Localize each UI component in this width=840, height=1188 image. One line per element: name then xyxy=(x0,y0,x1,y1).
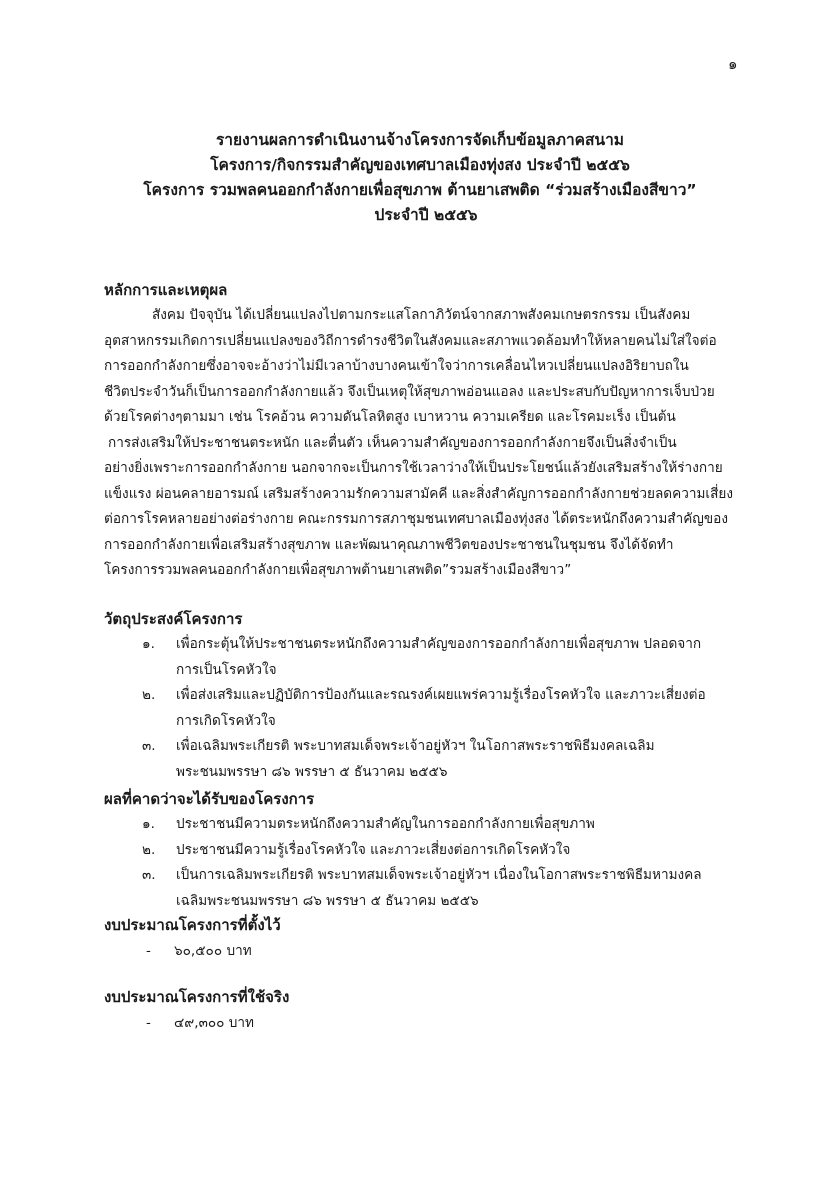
page-number: ๑ xyxy=(728,55,738,73)
item-number: ๒. xyxy=(142,841,156,858)
budget-amount-line xyxy=(104,938,744,964)
item-number: ๑. xyxy=(142,816,155,832)
budget-amount: ๖๐,๕๐๐ บาท xyxy=(174,943,252,959)
paragraph-line: การออกกำลังกายซึ่งอาจจะอ้างว่าไม่มีเวลาบ้างบางคนเข้าใจว่าการเคลื่อนไหวเปลี่ยนแปลงอิริยาบถใน xyxy=(104,358,689,374)
item-text: ประชาชนมีความตระหนักถึงความสำคัญในการออกกำลังกายเพื่อสุขภาพ xyxy=(176,816,595,832)
item-number: ๓. xyxy=(142,738,156,754)
section-heading: ผลที่คาดว่าจะได้รับของโครงการ xyxy=(104,790,315,808)
budget-set-section xyxy=(104,912,744,964)
item-text: เพื่อเฉลิมพระเกียรติ พระบาทสมเด็จพระเจ้าอยู่หัวฯ ในโอกาสพระราชพิธีมงคลเฉลิม xyxy=(176,738,655,754)
section-heading: งบประมาณโครงการที่ตั้งไว้ xyxy=(104,916,281,934)
title-line: ประจำปี ๒๕๕๖ xyxy=(374,206,478,224)
title-line: โครงการ/กิจกรรมสำคัญของเทศบาลเมืองทุ่งสง ประจำปี ๒๕๕๖ xyxy=(210,156,630,174)
paragraph-line: อุตสาหกรรมเกิดการเปลี่ยนแปลงของวิถีการดำรงชีวิตในสังคมและสภาพแวดล้อมทำให้หลายคนไม่ใส่ใจต่อ xyxy=(104,332,717,349)
item-text: เฉลิมพระชนมพรรษา ๘๖ พรรษา ๕ ธันวาคม ๒๕๕๖ xyxy=(176,892,479,909)
section-heading: งบประมาณโครงการที่ใช้จริง xyxy=(104,988,290,1006)
paragraph-line: สังคม ปัจจุบัน ได้เปลี่ยนแปลงไปตามกระแสโลกาภิวัตน์จากสภาพสังคมเกษตรกรรม เป็นสังคม xyxy=(152,307,691,323)
item-text: พระชนมพรรษา ๘๖ พรรษา ๕ ธันวาคม ๒๕๕๖ xyxy=(176,763,448,780)
item-number: ๓. xyxy=(142,867,156,883)
budget-amount: ๔๙,๓๐๐ บาท xyxy=(174,1015,254,1031)
item-number: ๑. xyxy=(142,636,155,652)
item-text: เพื่อส่งเสริมและปฏิบัติการป้องกันและรณรงค์เผยแพร่ความรู้เรื่องโรคหัวใจ และภาวะเสี่ยงต่อ xyxy=(176,687,706,703)
section-heading: หลักการและเหตุผล xyxy=(104,281,228,299)
paragraph-line: อย่างยิ่งเพราะการออกกำลังกาย นอกจากจะเป็นการใช้เวลาว่างให้เป็นประโยชน์แล้วยังเสริมสร้างให้ร่างกาย xyxy=(104,460,723,476)
paragraph-line: การออกกำลังกายเพื่อเสริมสร้างสุขภาพ และพัฒนาคุณภาพชีวิตของประชาชนในชุมชน จึงได้จัดทำ xyxy=(104,536,674,553)
paragraph-line: แข็งแรง ผ่อนคลายอารมณ์ เสริมสร้างความรักความสามัคคี และสิ่งสำคัญการออกกำลังกายช่วยลดความเสี่ยง xyxy=(104,485,733,502)
expected-results-section xyxy=(104,786,744,914)
paragraph-line: ต่อการโรคหลายอย่างต่อร่างกาย คณะกรรมการสภาชุมชนเทศบาลเมืองทุ่งสง ได้ตระหนักถึงความสำคัญของ xyxy=(104,511,728,527)
item-number: ๒. xyxy=(142,687,156,703)
item-text: การเกิดโรคหัวใจ xyxy=(176,712,276,729)
paragraph-line: ด้วยโรคต่างๆตามมา เช่น โรคอ้วน ความดันโลหิตสูง เบาหวาน ความเครียด และโรคมะเร็ง เป็นต้น xyxy=(104,409,676,425)
list-item xyxy=(104,838,744,864)
expected-results-list xyxy=(104,812,744,914)
item-text: เป็นการเฉลิมพระเกียรติ พระบาทสมเด็จพระเจ้าอยู่หัวฯ เนื่องในโอกาสพระราชพิธีมหามงคล xyxy=(176,867,702,883)
item-text: การเป็นโรคหัวใจ xyxy=(176,661,277,678)
paragraph-line: โครงการรวมพลคนออกกำลังกายเพื่อสุขภาพต้านยาเสพติด”รวมสร้างเมืองสีขาว” xyxy=(104,562,572,578)
dash-bullet: - xyxy=(146,943,151,959)
paragraph-line: ชีวิตประจำวันก็เป็นการออกกำลังกายแล้ว จึงเป็นเหตุให้สุขภาพอ่อนแอลง และประสบกับปัญหาการเจ็บป่วย xyxy=(104,383,715,400)
objectives-list xyxy=(104,632,744,785)
budget-used-section xyxy=(104,984,744,1036)
report-title xyxy=(0,128,840,228)
paragraph-line: การส่งเสริมให้ประชาชนตระหนัก และตื่นตัว เห็นความสำคัญของการออกกำลังกายจึงเป็นสิ่งจำเป็น xyxy=(108,434,677,451)
list-item xyxy=(104,863,744,914)
dash-bullet: - xyxy=(146,1015,151,1031)
item-text: เพื่อกระตุ้นให้ประชาชนตระหนักถึงความสำคัญของการออกกำลังกายเพื่อสุขภาพ ปลอดจาก xyxy=(176,636,702,652)
section-heading: วัตถุประสงค์โครงการ xyxy=(104,610,243,628)
title-line: รายงานผลการดำเนินงานจ้างโครงการจัดเก็บข้อมูลภาคสนาม xyxy=(215,131,624,149)
budget-amount-line xyxy=(104,1010,744,1036)
title-line: โครงการ รวมพลคนออกกำลังกายเพื่อสุขภาพ ต้านยาเสพติด “ร่วมสร้างเมืองสีขาว” xyxy=(143,181,697,199)
list-item xyxy=(104,683,744,734)
list-item xyxy=(104,734,744,785)
item-text: ประชาชนมีความรู้เรื่องโรคหัวใจ และภาวะเสี่ยงต่อการเกิดโรคหัวใจ xyxy=(176,841,571,858)
principles-section xyxy=(104,277,744,584)
list-item xyxy=(104,632,744,683)
list-item xyxy=(104,812,744,838)
objectives-section xyxy=(104,606,744,785)
